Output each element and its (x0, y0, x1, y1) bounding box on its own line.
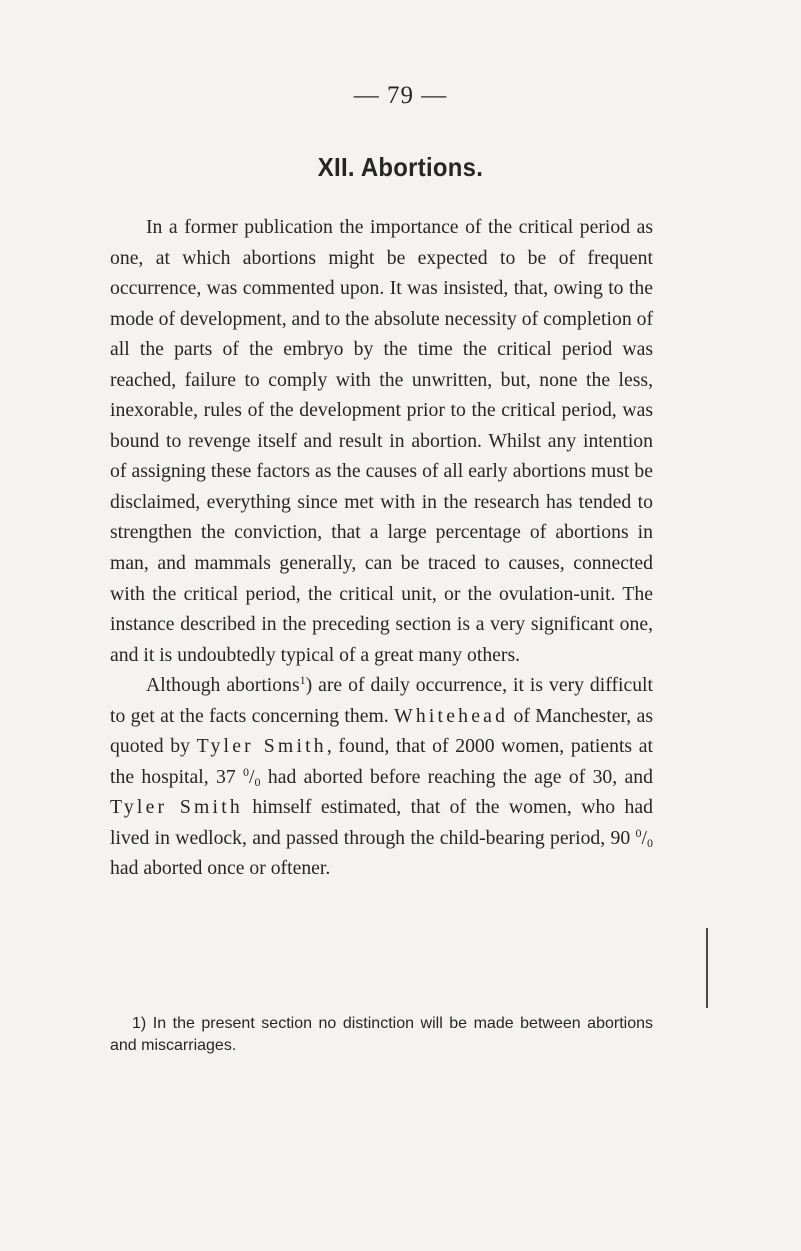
footnote-text: In the present section no distinction will be made between abortions and miscarriages. (110, 1015, 653, 1054)
paragraph-2-text: , found, that of 2000 women, patients at the hospital, 37 (110, 735, 653, 788)
paragraph-2-text: ) are of daily occurrence, it is very difficult to get at the facts concerning them. (110, 674, 653, 727)
margin-mark (706, 928, 708, 1008)
footnote-marker: 1) (132, 1015, 147, 1032)
percent-sign: $^0/_0$ (635, 825, 653, 850)
footnote-reference: 1 (299, 673, 306, 688)
footnote (110, 1013, 653, 1057)
author-name-tyler-smith: Tyler Smith (110, 796, 243, 819)
paragraph-2-text: had aborted once or oftener. (110, 857, 331, 880)
paragraph-2-text: Although abortions (146, 674, 300, 697)
page-number: — 79 — (353, 82, 448, 109)
paragraph-1: In a former publication the importance of the critical period as one, at which abortions might be expected to be of frequent occurrence, was commented upon. It was insisted, that, owing to the mode of development, and to the absolute necessity of completion of all the parts of the embryo by the time the critical period was reached, failure to comply with the unwritten, but, none the less, inexorable, rules of the development prior to the critical period, was bound to revenge itself and result in abortion. Whilst any intention of assigning these factors as the causes of all early abortions must be disclaimed, everything since met with in the research has tended to strengthen the conviction, that a large percentage of abortions in man, and mammals generally, can be traced to causes, connected with the critical period, the critical unit, or the ovulation-unit. The instance described in the preceding section is a very significant one, and it is undoubtedly typical of a great many others. (110, 216, 653, 666)
body-text (110, 212, 653, 884)
paragraph-2-text: of Manchester, as quoted by (110, 704, 653, 758)
author-name-tyler-smith: Tyler Smith (196, 735, 327, 758)
chapter-title: XII. Abortions. (317, 152, 484, 182)
percent-sign: $^0/_0$ (243, 764, 261, 789)
paragraph-2-text: had aborted before reaching the age of 30, and (260, 765, 653, 788)
paragraph-2-text: himself estimated, that of the women, who had lived in wedlock, and passed through the child-bearing period, 90 (110, 796, 653, 849)
author-name-whitehead: Whitehead (394, 704, 509, 727)
paragraph-2 (110, 670, 653, 884)
